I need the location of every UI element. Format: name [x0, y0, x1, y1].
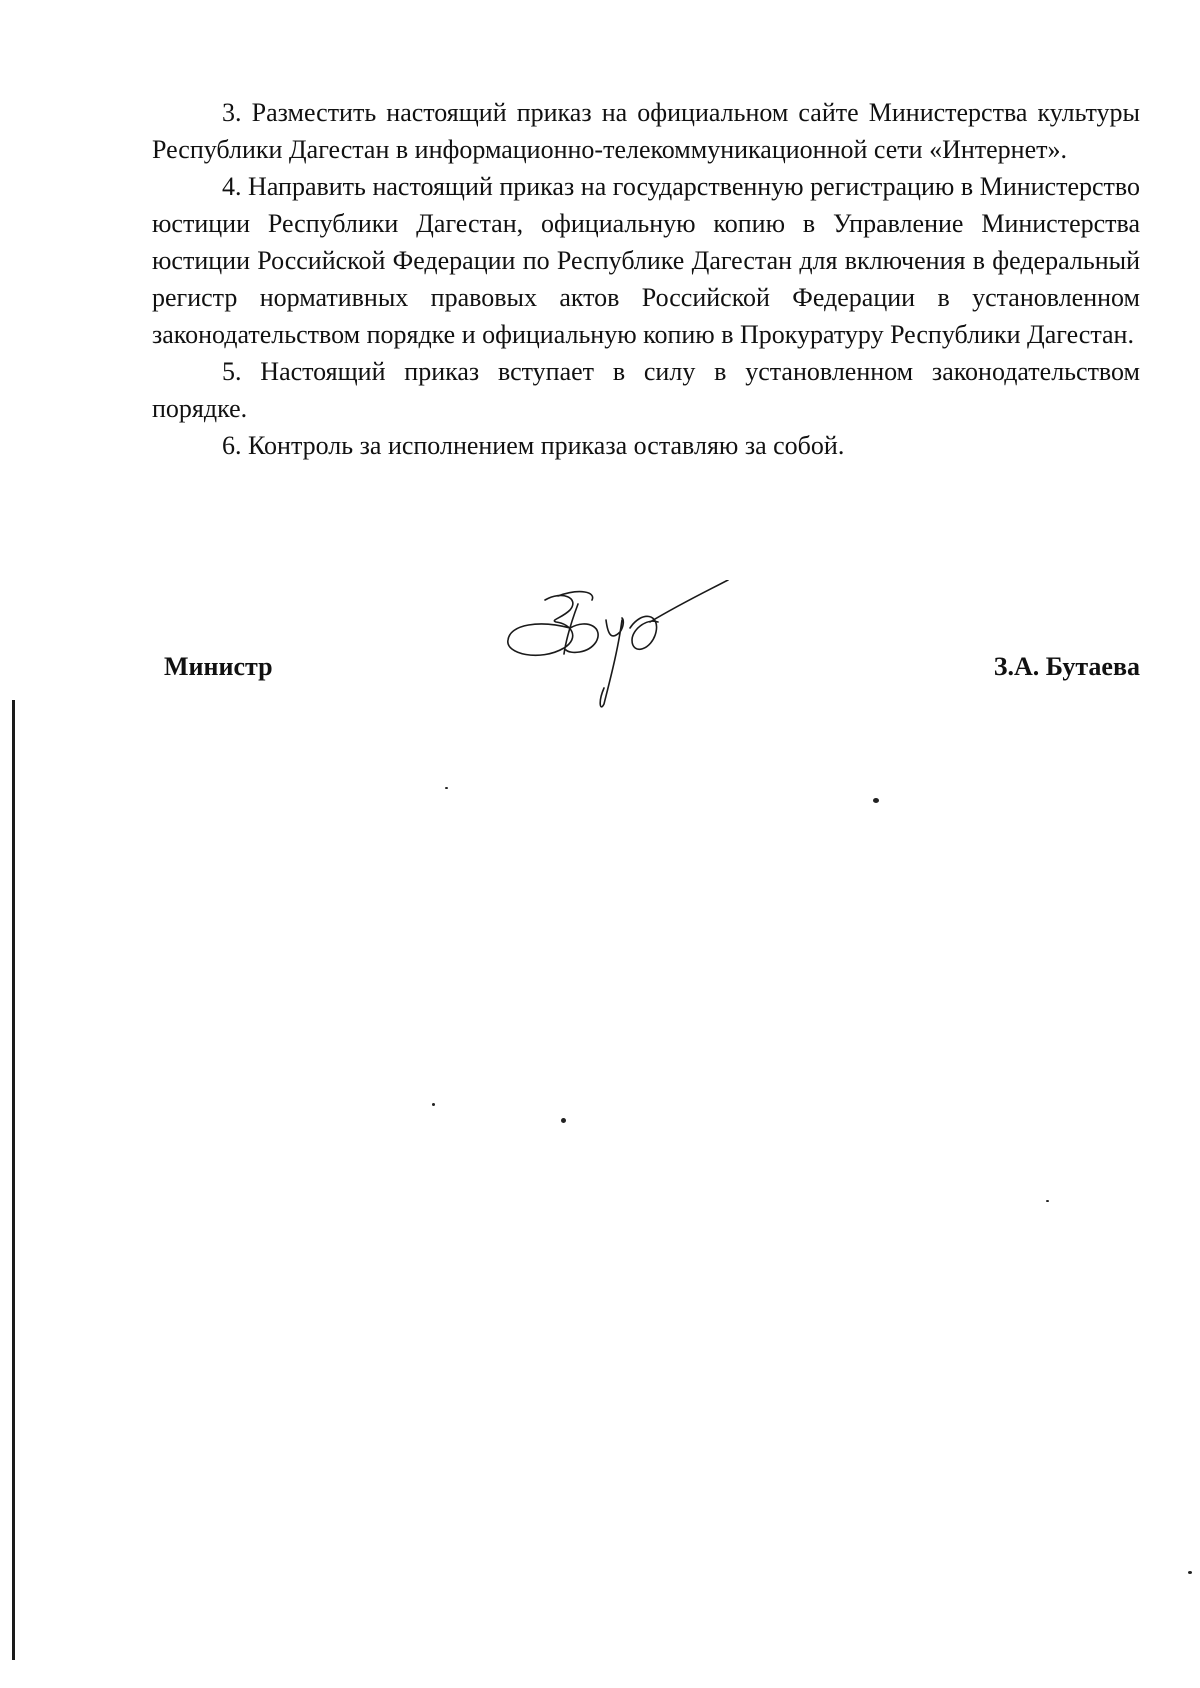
paragraph-item-5: 5. Настоящий приказ вступает в силу в установленном законодательством порядке. — [152, 357, 1140, 423]
paragraph-item-6: 6. Контроль за исполнением приказа оставляю за собой. — [222, 431, 845, 460]
signatory-name: З.А. Бутаева — [993, 652, 1140, 681]
scan-edge-line — [12, 700, 15, 1660]
signatory-title: Министр — [164, 652, 273, 681]
scan-speck — [445, 787, 448, 789]
scan-speck — [1188, 1571, 1192, 1574]
order-body — [152, 94, 1140, 464]
scan-speck — [873, 798, 879, 803]
handwritten-signature — [500, 580, 750, 720]
paragraph-item-3: 3. Разместить настоящий приказ на официальном сайте Министерства культуры Республики Дагестан в информационно-телекоммуникационной сети «Интернет». — [152, 98, 1140, 164]
paragraph-item-4: 4. Направить настоящий приказ на государственную регистрацию в Министерство юстиции Республики Дагестан, официальную копию в Управление Министерства юстиции Российской Федерации по Республике Дагестан для включения в федеральный регистр нормативных правовых актов Российской Федерации в установленном законодательством порядке и официальную копию в Прокуратуру Республики Дагестан. — [152, 172, 1140, 349]
scan-speck — [1046, 1200, 1049, 1202]
scan-speck — [432, 1103, 435, 1106]
scan-speck — [561, 1118, 566, 1123]
